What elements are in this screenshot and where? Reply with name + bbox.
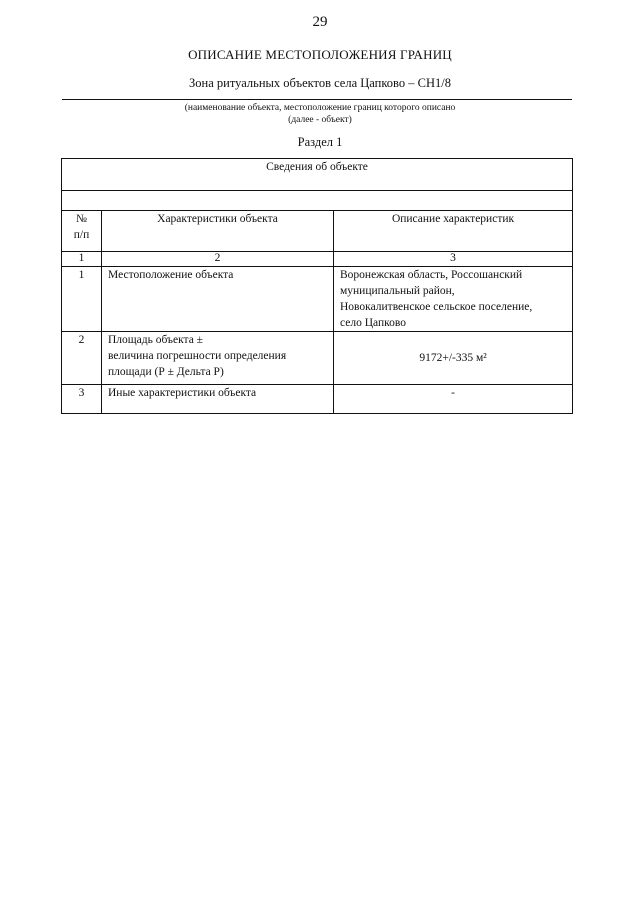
description-line: Новокалитвенское сельское поселение, [340,301,533,313]
characteristic-line: величина погрешности определения [108,350,287,362]
row-description: - [334,385,573,414]
col-index-3: 3 [334,252,573,267]
document-title: ОПИСАНИЕ МЕСТОПОЛОЖЕНИЯ ГРАНИЦ [188,47,452,62]
column-header-row [62,211,573,252]
caption-line-1: (наименование объекта, местоположение границ которого описано [184,103,456,113]
column-index-row [62,252,573,267]
table-header: Сведения об объекте [62,159,573,191]
characteristic-line: Площадь объекта ± [108,334,203,346]
object-caption [0,102,640,126]
table-blank-row [62,191,573,211]
object-info-table [61,158,573,414]
table-row [62,332,573,385]
page-number: 29 [312,14,328,30]
col-num-line-1: № [76,213,87,225]
col-num-line-2: п/п [73,229,90,241]
row-characteristic: Иные характеристики объекта [102,385,334,414]
row-number: 2 [62,332,102,385]
table-header-row [62,159,573,191]
object-name: Зона ритуальных объектов села Цапково – СН1/8 [189,76,451,90]
underline-rule [62,99,572,100]
col-index-1: 1 [62,252,102,267]
row-characteristic [102,332,334,385]
col-characteristic-header: Характеристики объекта [102,211,334,252]
row-description: 9172+/-335 м² [334,332,573,385]
blank-cell [62,191,573,211]
row-number: 3 [62,385,102,414]
table-row [62,385,573,414]
description-line: муниципальный район, [340,285,455,297]
table-row [62,267,573,332]
section-title: Раздел 1 [297,135,343,149]
characteristic-line: площади (Р ± Дельта Р) [108,366,224,378]
col-index-2: 2 [102,252,334,267]
col-description-header: Описание характеристик [334,211,573,252]
col-num-header [62,211,102,252]
description-line: Воронежская область, Россошанский [340,269,523,281]
row-description [334,267,573,332]
caption-line-2: (далее - объект) [288,115,352,125]
row-number: 1 [62,267,102,332]
row-characteristic: Местоположение объекта [102,267,334,332]
description-line: село Цапково [340,317,406,329]
